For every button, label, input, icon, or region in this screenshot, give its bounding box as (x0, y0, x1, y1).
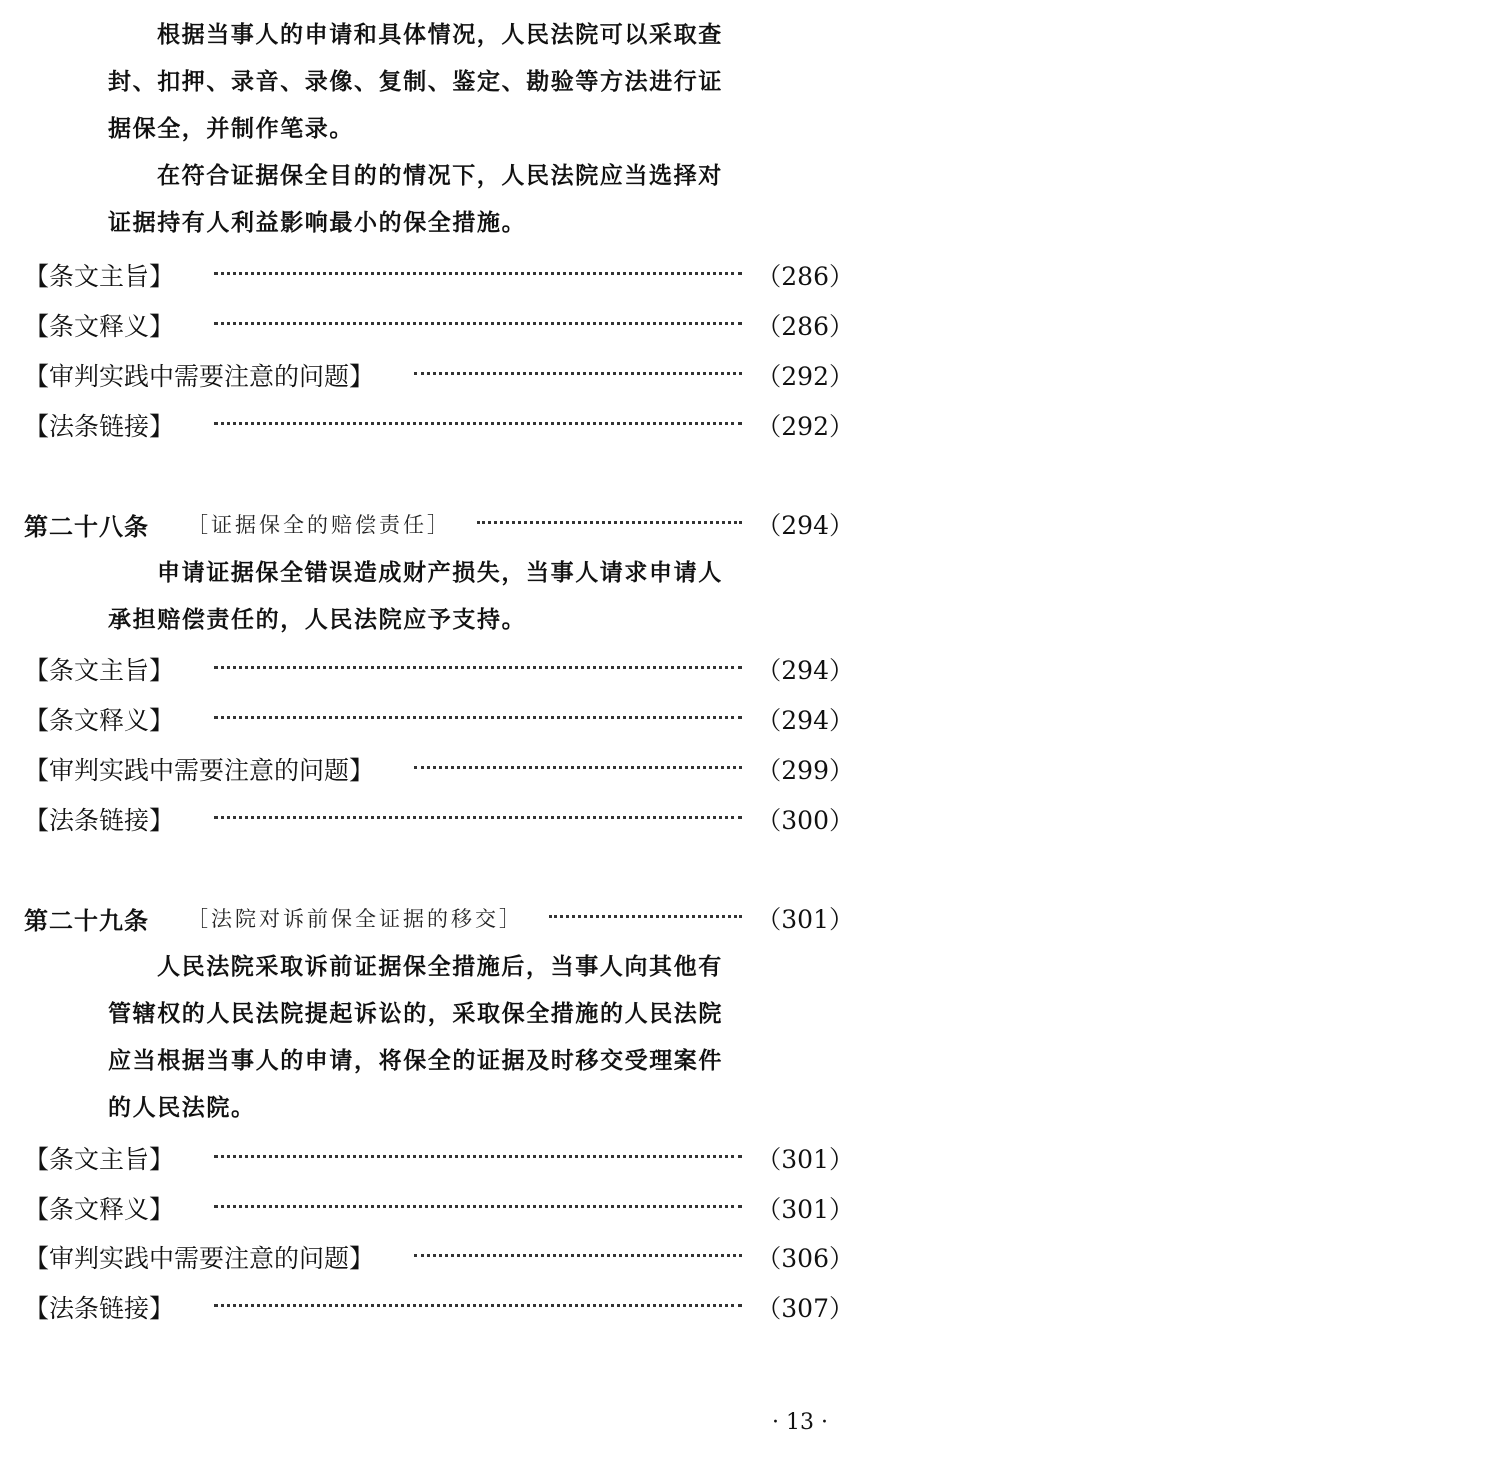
toc-entry-label: 【条文主旨】 (24, 262, 175, 291)
leader-dots (214, 422, 742, 425)
toc-entry-page: （294） (756, 656, 854, 685)
article-number: 第二十九条 (24, 906, 149, 935)
leader-dots (214, 322, 742, 325)
leader-dots (214, 1205, 742, 1208)
article-page: （294） (756, 511, 854, 540)
leader-dots (414, 1254, 742, 1257)
toc-entry-page: （292） (756, 412, 854, 441)
art29-line: 管辖权的人民法院提起诉讼的，采取保全措施的人民法院 (108, 1001, 723, 1027)
toc-entry[interactable] (24, 255, 854, 295)
toc-entry[interactable] (24, 649, 854, 689)
toc-entry[interactable] (24, 305, 854, 345)
leader-dots (414, 372, 742, 375)
leader-dots (214, 816, 742, 819)
art27-line: 证据持有人利益影响最小的保全措施。 (108, 210, 527, 236)
toc-entry-page: （286） (756, 312, 854, 341)
toc-entry[interactable] (24, 799, 854, 839)
toc-entry[interactable] (24, 1138, 854, 1178)
article-title: ［法院对诉前保全证据的移交］ (187, 907, 523, 931)
art28-text (108, 550, 748, 644)
toc-entry-label: 【审判实践中需要注意的问题】 (24, 362, 375, 391)
leader-dots (477, 521, 742, 524)
art29-line: 应当根据当事人的申请，将保全的证据及时移交受理案件 (108, 1048, 723, 1074)
art28-line: 承担赔偿责任的，人民法院应予支持。 (108, 607, 527, 633)
leader-dots (414, 766, 742, 769)
toc-entry-label: 【条文释义】 (24, 312, 175, 341)
toc-entry-label: 【条文主旨】 (24, 1145, 175, 1174)
art28-line: 申请证据保全错误造成财产损失，当事人请求申请人 (157, 560, 723, 586)
toc-entry-page: （301） (756, 1145, 854, 1174)
toc-entry-page: （306） (756, 1244, 854, 1273)
art29-line: 人民法院采取诉前证据保全措施后，当事人向其他有 (157, 954, 723, 980)
page-number: · 13 · (772, 1410, 828, 1435)
art27-line: 根据当事人的申请和具体情况，人民法院可以采取查 (157, 22, 723, 48)
toc-entry-page: （301） (756, 1195, 854, 1224)
art27-line: 在符合证据保全目的的情况下，人民法院应当选择对 (157, 163, 723, 189)
article-page: （301） (756, 905, 854, 934)
art27-text (108, 12, 748, 247)
article-heading-29[interactable] (24, 896, 854, 940)
art29-text (108, 944, 748, 1132)
leader-dots (214, 272, 742, 275)
toc-entry-label: 【审判实践中需要注意的问题】 (24, 756, 375, 785)
toc-entry-page: （292） (756, 362, 854, 391)
article-number: 第二十八条 (24, 512, 149, 541)
toc-entry-label: 【条文主旨】 (24, 656, 175, 685)
leader-dots (214, 716, 742, 719)
toc-entry[interactable] (24, 355, 854, 395)
toc-entry-label: 【法条链接】 (24, 806, 175, 835)
leader-dots (214, 1304, 742, 1307)
leader-dots (214, 666, 742, 669)
toc-entry-label: 【法条链接】 (24, 412, 175, 441)
leader-dots (214, 1155, 742, 1158)
toc-entry-label: 【条文释义】 (24, 1195, 175, 1224)
article-title: ［证据保全的赔偿责任］ (187, 513, 451, 537)
leader-dots (549, 915, 742, 918)
toc-entry-page: （299） (756, 756, 854, 785)
toc-entry-label: 【条文释义】 (24, 706, 175, 735)
toc-entry[interactable] (24, 1287, 854, 1327)
art27-line: 封、扣押、录音、录像、复制、鉴定、勘验等方法进行证 (108, 69, 723, 95)
toc-entry-label: 【法条链接】 (24, 1294, 175, 1323)
toc-entry[interactable] (24, 749, 854, 789)
toc-entry-label: 【审判实践中需要注意的问题】 (24, 1244, 375, 1273)
toc-entry-page: （294） (756, 706, 854, 735)
toc-entry[interactable] (24, 1237, 854, 1277)
article-heading-28[interactable] (24, 502, 854, 546)
art27-line: 据保全，并制作笔录。 (108, 116, 354, 142)
toc-entry[interactable] (24, 1188, 854, 1228)
toc-entry-page: （286） (756, 262, 854, 291)
toc-entry[interactable] (24, 405, 854, 445)
toc-entry-page: （300） (756, 806, 854, 835)
art29-line: 的人民法院。 (108, 1095, 256, 1121)
toc-entry[interactable] (24, 699, 854, 739)
toc-entry-page: （307） (756, 1294, 854, 1323)
